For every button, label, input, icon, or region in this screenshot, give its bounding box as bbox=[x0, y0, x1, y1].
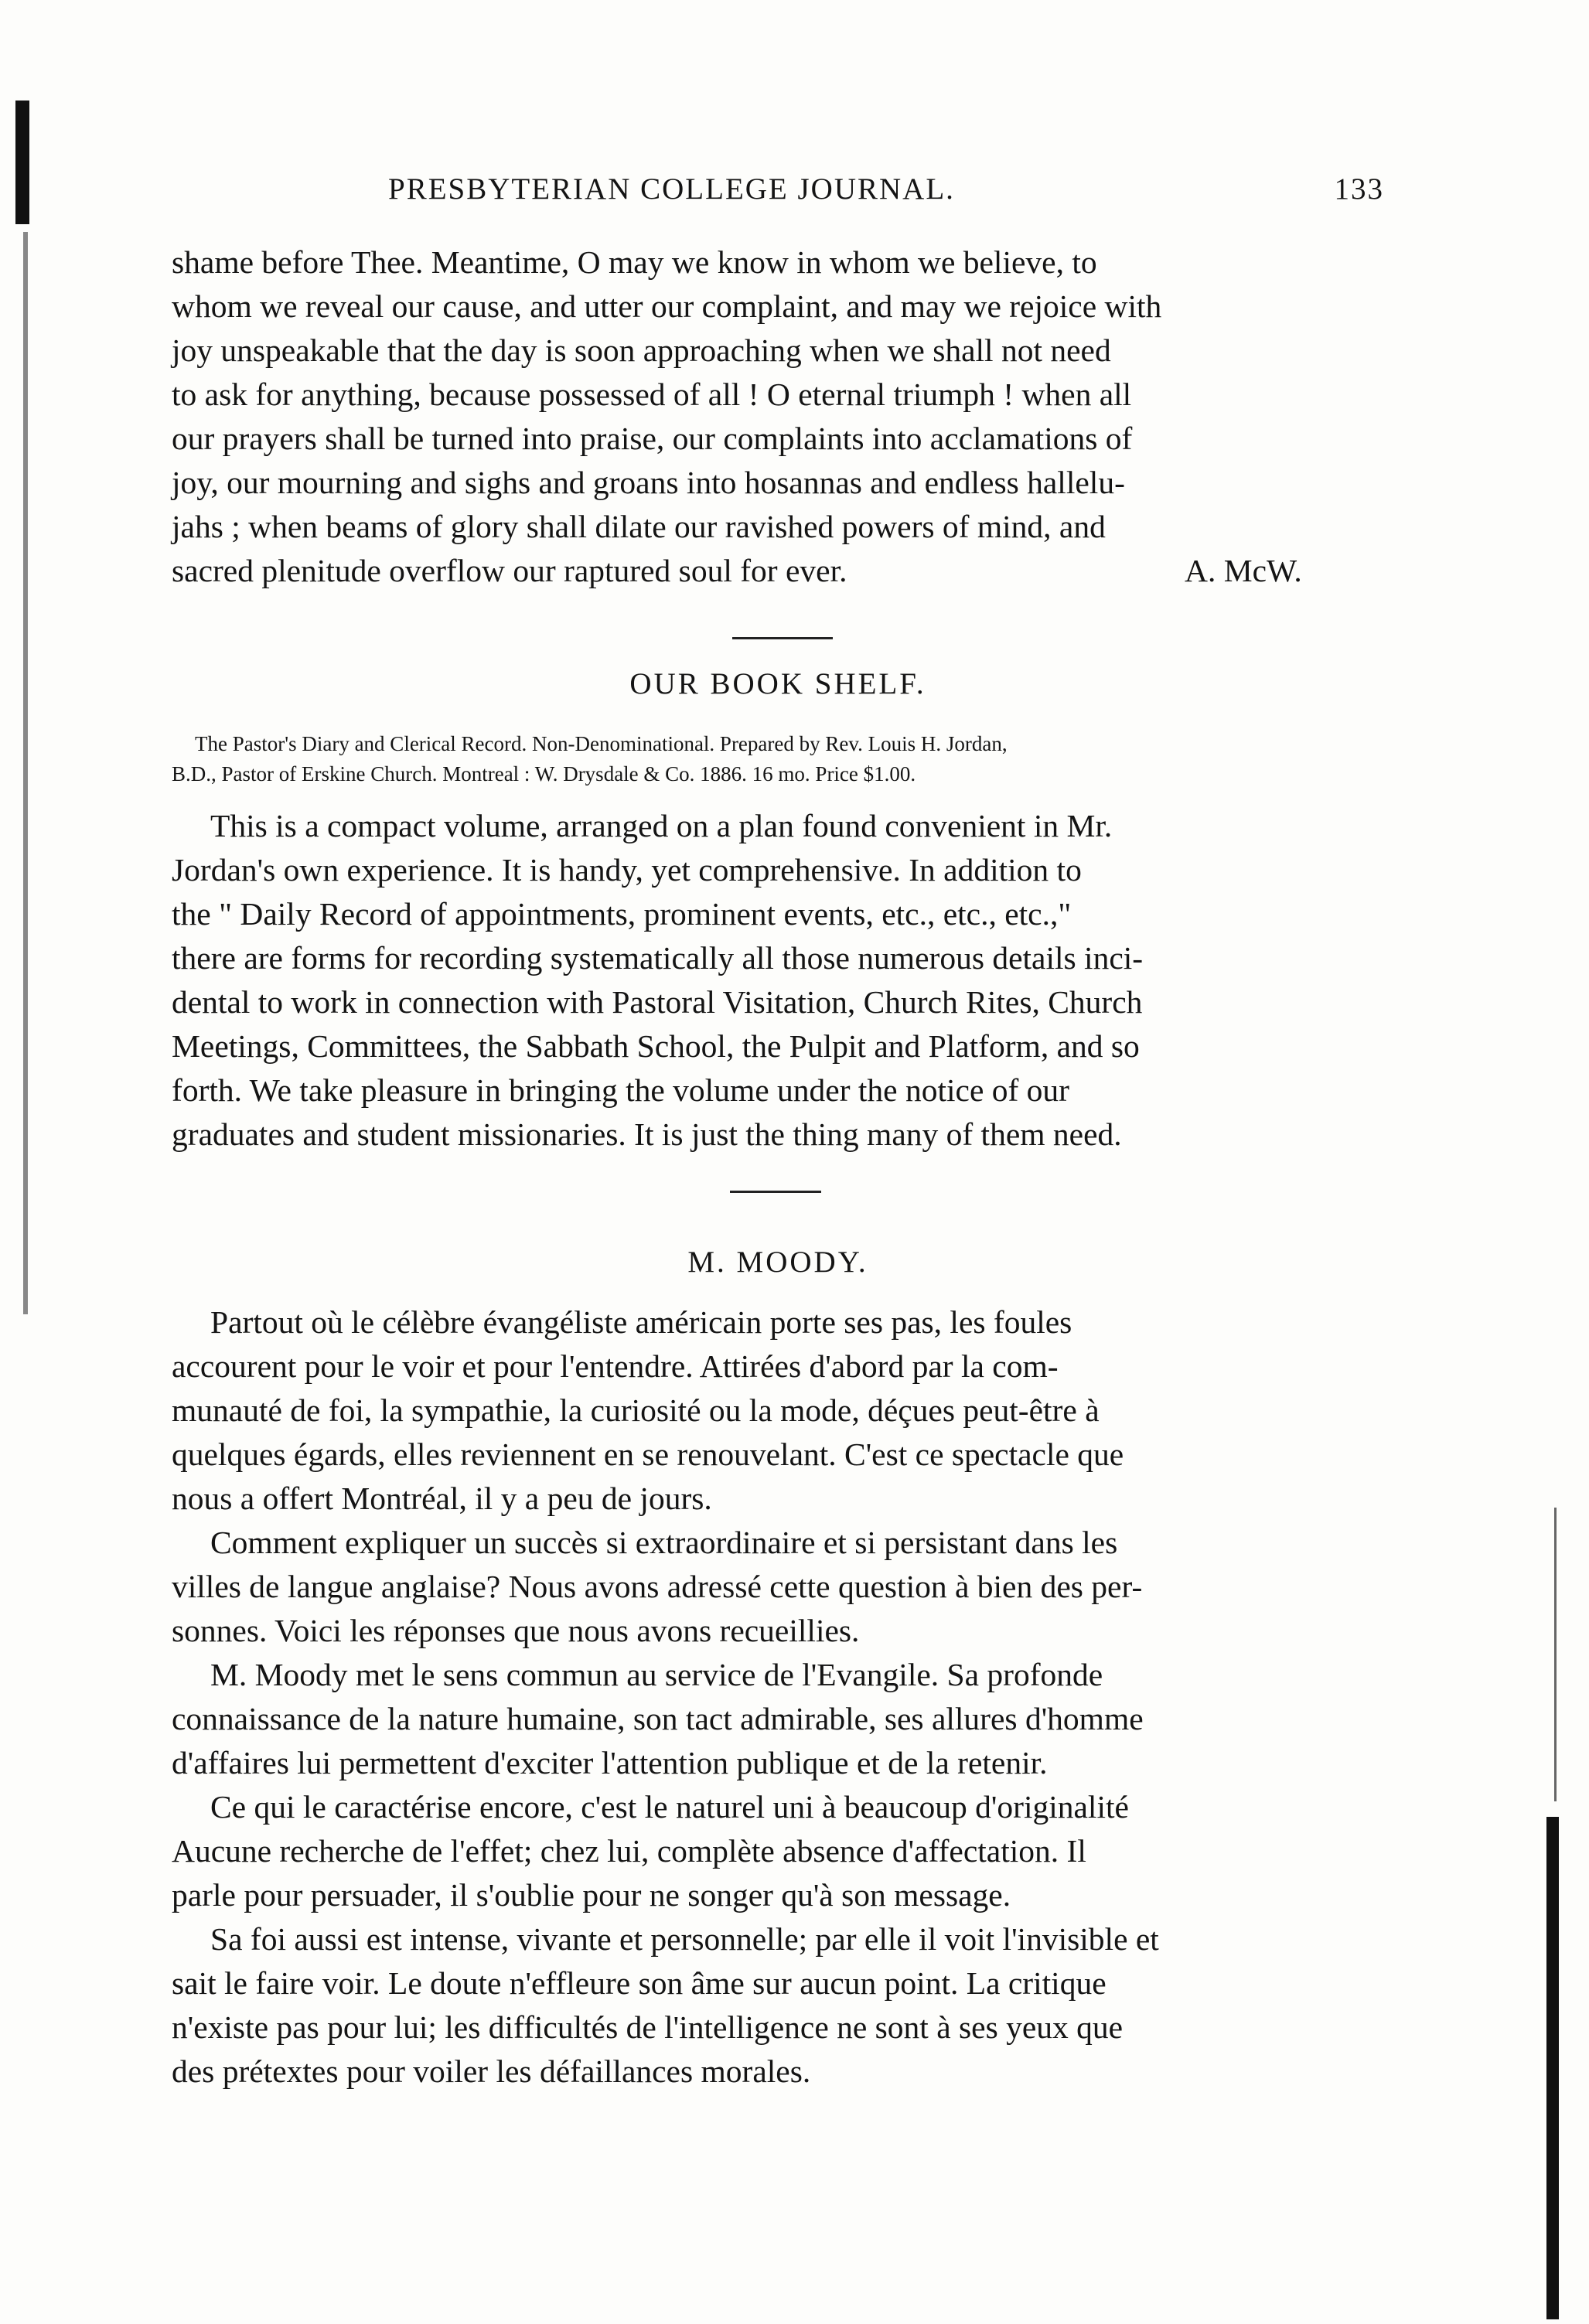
text-line: sonnes. Voici les réponses que nous avons recueillies. bbox=[172, 1613, 860, 1648]
text-line: munauté de foi, la sympathie, la curiosité ou la mode, déçues peut-être à bbox=[172, 1392, 1100, 1428]
text-line: sait le faire voir. Le doute n'effleure son âme sur aucun point. La critique bbox=[172, 1965, 1107, 2001]
text-line: sacred plenitude overflow our raptured soul for ever. bbox=[172, 553, 847, 588]
citation-line: The Pastor's Diary and Clerical Record. Non-Denominational. Prepared by Rev. Louis H. Jordan, bbox=[195, 732, 1008, 755]
text-line: connaissance de la nature humaine, son tact admirable, ses allures d'homme bbox=[172, 1701, 1144, 1736]
journal-page bbox=[172, 0, 1384, 2324]
text-line: there are forms for recording systematically all those numerous details inci- bbox=[172, 940, 1144, 976]
text-line: dental to work in connection with Pastoral Visitation, Church Rites, Church bbox=[172, 984, 1143, 1020]
running-header bbox=[172, 172, 1384, 210]
text-line: Sa foi aussi est intense, vivante et personnelle; par elle il voit l'invisible et bbox=[210, 1921, 1159, 1957]
section-divider bbox=[732, 637, 833, 639]
page-number: 133 bbox=[1334, 172, 1384, 206]
citation-line: B.D., Pastor of Erskine Church. Montreal : W. Drysdale & Co. 1886. 16 mo. Price $1.00. bbox=[172, 762, 916, 785]
text-line: Meetings, Committees, the Sabbath School, the Pulpit and Platform, and so bbox=[172, 1028, 1140, 1064]
book-review bbox=[172, 804, 1384, 1157]
book-shelf-heading: OUR BOOK SHELF. bbox=[629, 667, 926, 700]
text-line: joy unspeakable that the day is soon approaching when we shall not need bbox=[172, 332, 1111, 368]
text-line: Partout où le célèbre évangéliste américain porte ses pas, les foules bbox=[210, 1304, 1072, 1340]
text-line: the " Daily Record of appointments, prominent events, etc., etc., etc.," bbox=[172, 896, 1072, 932]
text-line: accourent pour le voir et pour l'entendre. Attirées d'abord par la com- bbox=[172, 1348, 1059, 1384]
prayer-text bbox=[172, 240, 1384, 593]
text-line: graduates and student missionaries. It is just the thing many of them need. bbox=[172, 1116, 1122, 1152]
text-line: Comment expliquer un succès si extraordinaire et si persistant dans les bbox=[210, 1525, 1118, 1560]
text-line: jahs ; when beams of glory shall dilate our ravished powers of mind, and bbox=[172, 509, 1106, 544]
text-line: Jordan's own experience. It is handy, yet comprehensive. In addition to bbox=[172, 852, 1082, 888]
book-citation bbox=[172, 729, 1384, 789]
text-line: forth. We take pleasure in bringing the volume under the notice of our bbox=[172, 1072, 1070, 1108]
text-line: nous a offert Montréal, il y a peu de jours. bbox=[172, 1481, 712, 1516]
text-line: Ce qui le caractérise encore, c'est le naturel uni à beaucoup d'originalité bbox=[210, 1789, 1129, 1825]
text-line: shame before Thee. Meantime, O may we know in whom we believe, to bbox=[172, 244, 1097, 280]
scan-edge-left bbox=[15, 101, 29, 224]
text-line: quelques égards, elles reviennent en se renouvelant. C'est ce spectacle que bbox=[172, 1436, 1124, 1472]
text-line: joy, our mourning and sighs and groans into hosannas and endless hallelu- bbox=[172, 465, 1125, 500]
text-line: Aucune recherche de l'effet; chez lui, complète absence d'affectation. Il bbox=[172, 1833, 1086, 1869]
text-line: whom we reveal our cause, and utter our complaint, and may we rejoice with bbox=[172, 288, 1162, 324]
text-line: parle pour persuader, il s'oublie pour ne songer qu'à son message. bbox=[172, 1877, 1011, 1913]
text-line: M. Moody met le sens commun au service de l'Evangile. Sa profonde bbox=[210, 1657, 1103, 1692]
text-line: This is a compact volume, arranged on a plan found convenient in Mr. bbox=[210, 808, 1113, 843]
text-line: to ask for anything, because possessed of all ! O eternal triumph ! when all bbox=[172, 377, 1132, 412]
text-line-with-signature bbox=[172, 549, 1384, 593]
text-line: d'affaires lui permettent d'exciter l'attention publique et de la retenir. bbox=[172, 1745, 1048, 1780]
text-line: our prayers shall be turned into praise, our complaints into acclamations of bbox=[172, 421, 1133, 456]
text-line: n'existe pas pour lui; les difficultés de l'intelligence ne sont à ses yeux que bbox=[172, 2009, 1124, 2045]
running-title: PRESBYTERIAN COLLEGE JOURNAL. bbox=[388, 172, 955, 206]
moody-article bbox=[172, 1300, 1384, 2094]
scan-edge-left-lower bbox=[23, 232, 28, 1314]
signature: A. McW. bbox=[1185, 553, 1302, 588]
moody-heading: M. MOODY. bbox=[687, 1245, 868, 1279]
text-line: des prétextes pour voiler les défaillances morales. bbox=[172, 2053, 811, 2089]
section-divider bbox=[730, 1191, 821, 1193]
scan-edge-right-thin bbox=[1554, 1508, 1557, 1801]
scan-edge-right bbox=[1546, 1817, 1559, 2319]
text-line: villes de langue anglaise? Nous avons adressé cette question à bien des per- bbox=[172, 1569, 1143, 1604]
